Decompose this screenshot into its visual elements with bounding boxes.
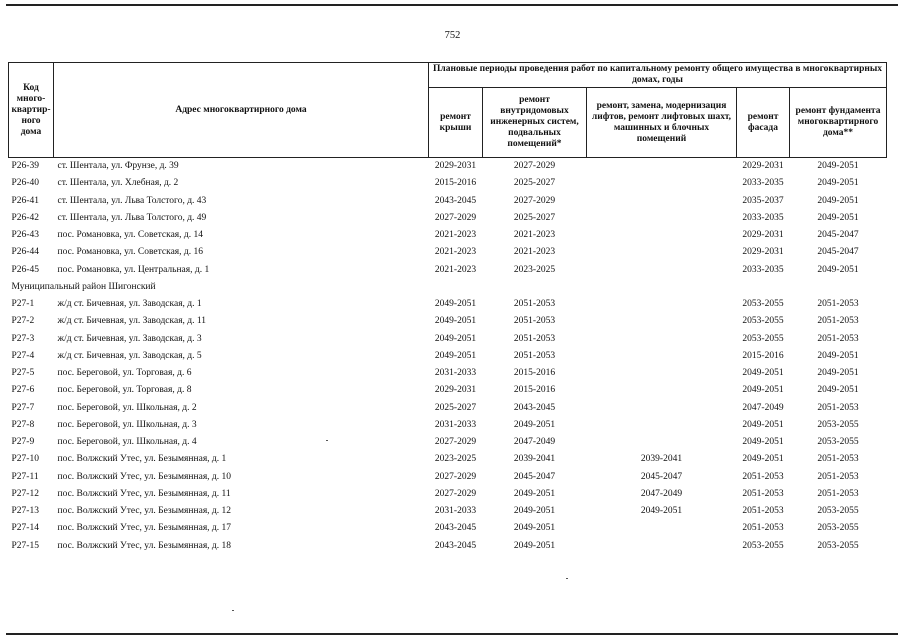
cell-facade: 2053-2055 bbox=[742, 333, 784, 344]
cell-roof: 2023-2025 bbox=[434, 454, 477, 465]
cell-roof: 2021-2023 bbox=[434, 264, 477, 275]
cell-address: пос. Береговой, ул. Торговая, д. 6 bbox=[57, 368, 192, 379]
cell-foundation: 2051-2053 bbox=[817, 333, 859, 344]
cell-elevators: 2049-2051 bbox=[640, 506, 683, 517]
cell-address: пос. Береговой, ул. Школьная, д. 3 bbox=[57, 419, 197, 430]
cell-engineering: 2049-2051 bbox=[513, 488, 556, 499]
cell-code: Р27-14 bbox=[11, 523, 39, 534]
cell-foundation: 2045-2047 bbox=[817, 247, 859, 258]
cell-engineering: 2049-2051 bbox=[513, 419, 556, 430]
cell-foundation: 2049-2051 bbox=[817, 178, 859, 189]
cell-address: пос. Романовка, ул. Советская, д. 14 bbox=[57, 230, 204, 241]
cell-engineering: 2025-2027 bbox=[513, 178, 556, 189]
scan-speck bbox=[232, 610, 234, 611]
cell-elevators: 2047-2049 bbox=[640, 488, 683, 499]
cell-elevators bbox=[587, 520, 737, 537]
cell-roof: 2031-2033 bbox=[434, 419, 477, 430]
header-foundation: ремонт фундамента многоквартирного дома** bbox=[790, 88, 887, 158]
cell-code: Р26-44 bbox=[11, 247, 39, 258]
cell-roof: 2049-2051 bbox=[434, 350, 477, 361]
table-row bbox=[9, 210, 887, 227]
cell-foundation: 2053-2055 bbox=[817, 506, 859, 517]
table-row bbox=[9, 486, 887, 503]
cell-facade: 2051-2053 bbox=[742, 523, 784, 534]
cell-roof: 2021-2023 bbox=[434, 247, 477, 258]
cell-roof: 2043-2045 bbox=[434, 523, 477, 534]
cell-facade: 2033-2035 bbox=[742, 212, 784, 223]
header-elevators: ремонт, замена, модернизация лифтов, ремонт лифтовых шахт, машинных и блочных помещений bbox=[587, 88, 737, 158]
table-row bbox=[9, 451, 887, 468]
cell-code: Р26-42 bbox=[11, 212, 39, 223]
cell-code: Р27-9 bbox=[11, 437, 35, 448]
cell-elevators bbox=[587, 313, 737, 330]
cell-roof: 2021-2023 bbox=[434, 230, 477, 241]
cell-elevators bbox=[587, 296, 737, 313]
section-row bbox=[9, 279, 887, 296]
top-rule bbox=[6, 4, 898, 6]
table-row bbox=[9, 193, 887, 210]
cell-facade: 2015-2016 bbox=[742, 350, 784, 361]
header-address: Адрес многоквартирного дома bbox=[54, 63, 429, 158]
header-roof: ремонт крыши bbox=[429, 88, 483, 158]
cell-elevators: 2045-2047 bbox=[640, 471, 683, 482]
cell-foundation: 2051-2053 bbox=[817, 488, 859, 499]
cell-facade: 2051-2053 bbox=[742, 488, 784, 499]
capital-repair-table bbox=[8, 62, 887, 555]
cell-code: Р27-2 bbox=[11, 316, 35, 327]
cell-elevators bbox=[587, 434, 737, 451]
cell-code: Р26-40 bbox=[11, 178, 39, 189]
cell-facade: 2033-2035 bbox=[742, 264, 784, 275]
cell-address: пос. Волжский Утес, ул. Безымянная, д. 10 bbox=[57, 471, 232, 482]
header-code: Код много-квартир-ного дома bbox=[9, 63, 54, 158]
table-row bbox=[9, 296, 887, 313]
cell-roof: 2027-2029 bbox=[434, 212, 477, 223]
cell-roof: 2049-2051 bbox=[434, 316, 477, 327]
cell-facade: 2053-2055 bbox=[742, 299, 784, 310]
cell-code: Р27-8 bbox=[11, 419, 35, 430]
table-row bbox=[9, 158, 887, 176]
cell-foundation: 2049-2051 bbox=[817, 368, 859, 379]
cell-code: Р27-4 bbox=[11, 350, 35, 361]
cell-engineering: 2023-2025 bbox=[513, 264, 556, 275]
cell-roof: 2027-2029 bbox=[434, 471, 477, 482]
cell-elevators: 2039-2041 bbox=[640, 454, 683, 465]
cell-address: ст. Шентала, ул. Хлебная, д. 2 bbox=[57, 178, 179, 189]
cell-elevators bbox=[587, 365, 737, 382]
cell-foundation: 2049-2051 bbox=[817, 350, 859, 361]
cell-roof: 2043-2045 bbox=[434, 195, 477, 206]
cell-elevators bbox=[587, 227, 737, 244]
cell-address: пос. Романовка, ул. Центральная, д. 1 bbox=[57, 264, 210, 275]
cell-code: Р26-43 bbox=[11, 230, 39, 241]
cell-roof: 2031-2033 bbox=[434, 368, 477, 379]
cell-engineering: 2025-2027 bbox=[513, 212, 556, 223]
cell-engineering: 2051-2053 bbox=[513, 333, 556, 344]
table-row bbox=[9, 365, 887, 382]
cell-roof: 2027-2029 bbox=[434, 488, 477, 499]
cell-code: Р27-11 bbox=[11, 471, 39, 482]
cell-address: пос. Береговой, ул. Торговая, д. 8 bbox=[57, 385, 192, 396]
cell-engineering: 2043-2045 bbox=[513, 402, 556, 413]
cell-foundation: 2049-2051 bbox=[817, 212, 859, 223]
cell-address: ст. Шентала, ул. Льва Толстого, д. 43 bbox=[57, 195, 207, 206]
cell-engineering: 2051-2053 bbox=[513, 350, 556, 361]
cell-facade: 2033-2035 bbox=[742, 178, 784, 189]
cell-address: пос. Береговой, ул. Школьная, д. 4 bbox=[57, 437, 197, 448]
cell-foundation: 2045-2047 bbox=[817, 230, 859, 241]
cell-code: Р27-6 bbox=[11, 385, 35, 396]
cell-facade: 2047-2049 bbox=[742, 402, 784, 413]
cell-address: пос. Романовка, ул. Советская, д. 16 bbox=[57, 247, 204, 258]
cell-elevators bbox=[587, 193, 737, 210]
cell-foundation: 2049-2051 bbox=[817, 264, 859, 275]
cell-foundation: 2049-2051 bbox=[817, 385, 859, 396]
cell-facade: 2035-2037 bbox=[742, 195, 784, 206]
cell-engineering: 2051-2053 bbox=[513, 299, 556, 310]
page-number: 752 bbox=[444, 30, 461, 41]
cell-code: Р27-1 bbox=[11, 299, 35, 310]
table-row bbox=[9, 175, 887, 192]
cell-facade: 2029-2031 bbox=[742, 247, 784, 258]
cell-elevators bbox=[587, 244, 737, 261]
cell-foundation: 2051-2053 bbox=[817, 471, 859, 482]
table-row bbox=[9, 244, 887, 261]
cell-foundation: 2049-2051 bbox=[817, 161, 859, 172]
cell-code: Р27-15 bbox=[11, 540, 39, 551]
header-facade: ремонт фасада bbox=[737, 88, 790, 158]
table-row bbox=[9, 400, 887, 417]
cell-roof: 2025-2027 bbox=[434, 402, 477, 413]
cell-engineering: 2027-2029 bbox=[513, 195, 556, 206]
cell-elevators bbox=[587, 175, 737, 192]
cell-roof: 2015-2016 bbox=[434, 178, 477, 189]
cell-foundation: 2053-2055 bbox=[817, 540, 859, 551]
table-row bbox=[9, 417, 887, 434]
cell-address: пос. Волжский Утес, ул. Безымянная, д. 1 bbox=[57, 454, 227, 465]
table-row bbox=[9, 262, 887, 279]
cell-engineering: 2027-2029 bbox=[513, 161, 556, 172]
scan-speck bbox=[326, 440, 328, 441]
cell-engineering: 2049-2051 bbox=[513, 540, 556, 551]
cell-engineering: 2021-2023 bbox=[513, 247, 556, 258]
cell-elevators bbox=[587, 262, 737, 279]
cell-code: Р27-10 bbox=[11, 454, 39, 465]
cell-address: пос. Береговой, ул. Школьная, д. 2 bbox=[57, 402, 197, 413]
cell-engineering: 2039-2041 bbox=[513, 454, 556, 465]
cell-address: ст. Шентала, ул. Льва Толстого, д. 49 bbox=[57, 212, 207, 223]
table-row bbox=[9, 434, 887, 451]
cell-roof: 2049-2051 bbox=[434, 299, 477, 310]
table-row bbox=[9, 331, 887, 348]
cell-elevators bbox=[587, 417, 737, 434]
cell-roof: 2049-2051 bbox=[434, 333, 477, 344]
cell-facade: 2049-2051 bbox=[742, 419, 784, 430]
cell-roof: 2027-2029 bbox=[434, 437, 477, 448]
cell-facade: 2049-2051 bbox=[742, 454, 784, 465]
cell-engineering: 2051-2053 bbox=[513, 316, 556, 327]
cell-facade: 2051-2053 bbox=[742, 506, 784, 517]
header-engineering: ремонт внутридомовых инженерных систем, подвальных помещений* bbox=[483, 88, 587, 158]
table-row bbox=[9, 382, 887, 399]
cell-engineering: 2045-2047 bbox=[513, 471, 556, 482]
cell-engineering: 2021-2023 bbox=[513, 230, 556, 241]
cell-facade: 2029-2031 bbox=[742, 230, 784, 241]
cell-address: пос. Волжский Утес, ул. Безымянная, д. 12 bbox=[57, 506, 232, 517]
table-row bbox=[9, 503, 887, 520]
cell-foundation: 2053-2055 bbox=[817, 437, 859, 448]
table-row bbox=[9, 520, 887, 537]
cell-elevators bbox=[587, 210, 737, 227]
cell-facade: 2049-2051 bbox=[742, 385, 784, 396]
cell-code: Р26-41 bbox=[11, 195, 39, 206]
cell-address: ст. Шентала, ул. Фрунзе, д. 39 bbox=[57, 161, 179, 172]
cell-elevators bbox=[587, 158, 737, 176]
cell-code: Р27-7 bbox=[11, 402, 35, 413]
cell-facade: 2051-2053 bbox=[742, 471, 784, 482]
cell-engineering: 2015-2016 bbox=[513, 368, 556, 379]
cell-elevators bbox=[587, 382, 737, 399]
cell-facade: 2029-2031 bbox=[742, 161, 784, 172]
cell-address: пос. Волжский Утес, ул. Безымянная, д. 11 bbox=[57, 488, 231, 499]
cell-foundation: 2051-2053 bbox=[817, 402, 859, 413]
cell-foundation: 2053-2055 bbox=[817, 419, 859, 430]
cell-code: Р26-39 bbox=[11, 161, 39, 172]
header-planned-periods: Плановые периоды проведения работ по капитальному ремонту общего имущества в многоквартирных домах, годы bbox=[429, 63, 887, 88]
cell-elevators bbox=[587, 400, 737, 417]
scan-speck bbox=[566, 578, 568, 579]
cell-facade: 2053-2055 bbox=[742, 316, 784, 327]
cell-code: Р27-12 bbox=[11, 488, 39, 499]
cell-engineering: 2049-2051 bbox=[513, 523, 556, 534]
cell-roof: 2031-2033 bbox=[434, 506, 477, 517]
cell-roof: 2029-2031 bbox=[434, 161, 477, 172]
cell-code: Р27-3 bbox=[11, 333, 35, 344]
cell-address: ж/д ст. Бичевная, ул. Заводская, д. 3 bbox=[57, 333, 202, 344]
cell-address: пос. Волжский Утес, ул. Безымянная, д. 18 bbox=[57, 540, 232, 551]
cell-foundation: 2053-2055 bbox=[817, 523, 859, 534]
cell-engineering: 2047-2049 bbox=[513, 437, 556, 448]
cell-code: Р27-13 bbox=[11, 506, 39, 517]
cell-code: Р26-45 bbox=[11, 264, 39, 275]
cell-foundation: 2051-2053 bbox=[817, 454, 859, 465]
cell-facade: 2049-2051 bbox=[742, 437, 784, 448]
table-row bbox=[9, 227, 887, 244]
table-row bbox=[9, 469, 887, 486]
cell-elevators bbox=[587, 538, 737, 555]
cell-facade: 2049-2051 bbox=[742, 368, 784, 379]
table-row bbox=[9, 538, 887, 555]
cell-foundation: 2049-2051 bbox=[817, 195, 859, 206]
cell-facade: 2053-2055 bbox=[742, 540, 784, 551]
cell-address: ж/д ст. Бичевная, ул. Заводская, д. 11 bbox=[57, 316, 207, 327]
cell-foundation: 2051-2053 bbox=[817, 316, 859, 327]
cell-roof: 2029-2031 bbox=[434, 385, 477, 396]
cell-foundation: 2051-2053 bbox=[817, 299, 859, 310]
section-title: Муниципальный район Шигонский bbox=[11, 281, 156, 292]
cell-code: Р27-5 bbox=[11, 368, 35, 379]
table-row bbox=[9, 348, 887, 365]
cell-address: ж/д ст. Бичевная, ул. Заводская, д. 5 bbox=[57, 350, 202, 361]
cell-engineering: 2015-2016 bbox=[513, 385, 556, 396]
cell-address: пос. Волжский Утес, ул. Безымянная, д. 17 bbox=[57, 523, 232, 534]
cell-roof: 2043-2045 bbox=[434, 540, 477, 551]
bottom-rule bbox=[6, 633, 898, 635]
cell-engineering: 2049-2051 bbox=[513, 506, 556, 517]
cell-elevators bbox=[587, 331, 737, 348]
table-row bbox=[9, 313, 887, 330]
cell-address: ж/д ст. Бичевная, ул. Заводская, д. 1 bbox=[57, 299, 202, 310]
cell-elevators bbox=[587, 348, 737, 365]
